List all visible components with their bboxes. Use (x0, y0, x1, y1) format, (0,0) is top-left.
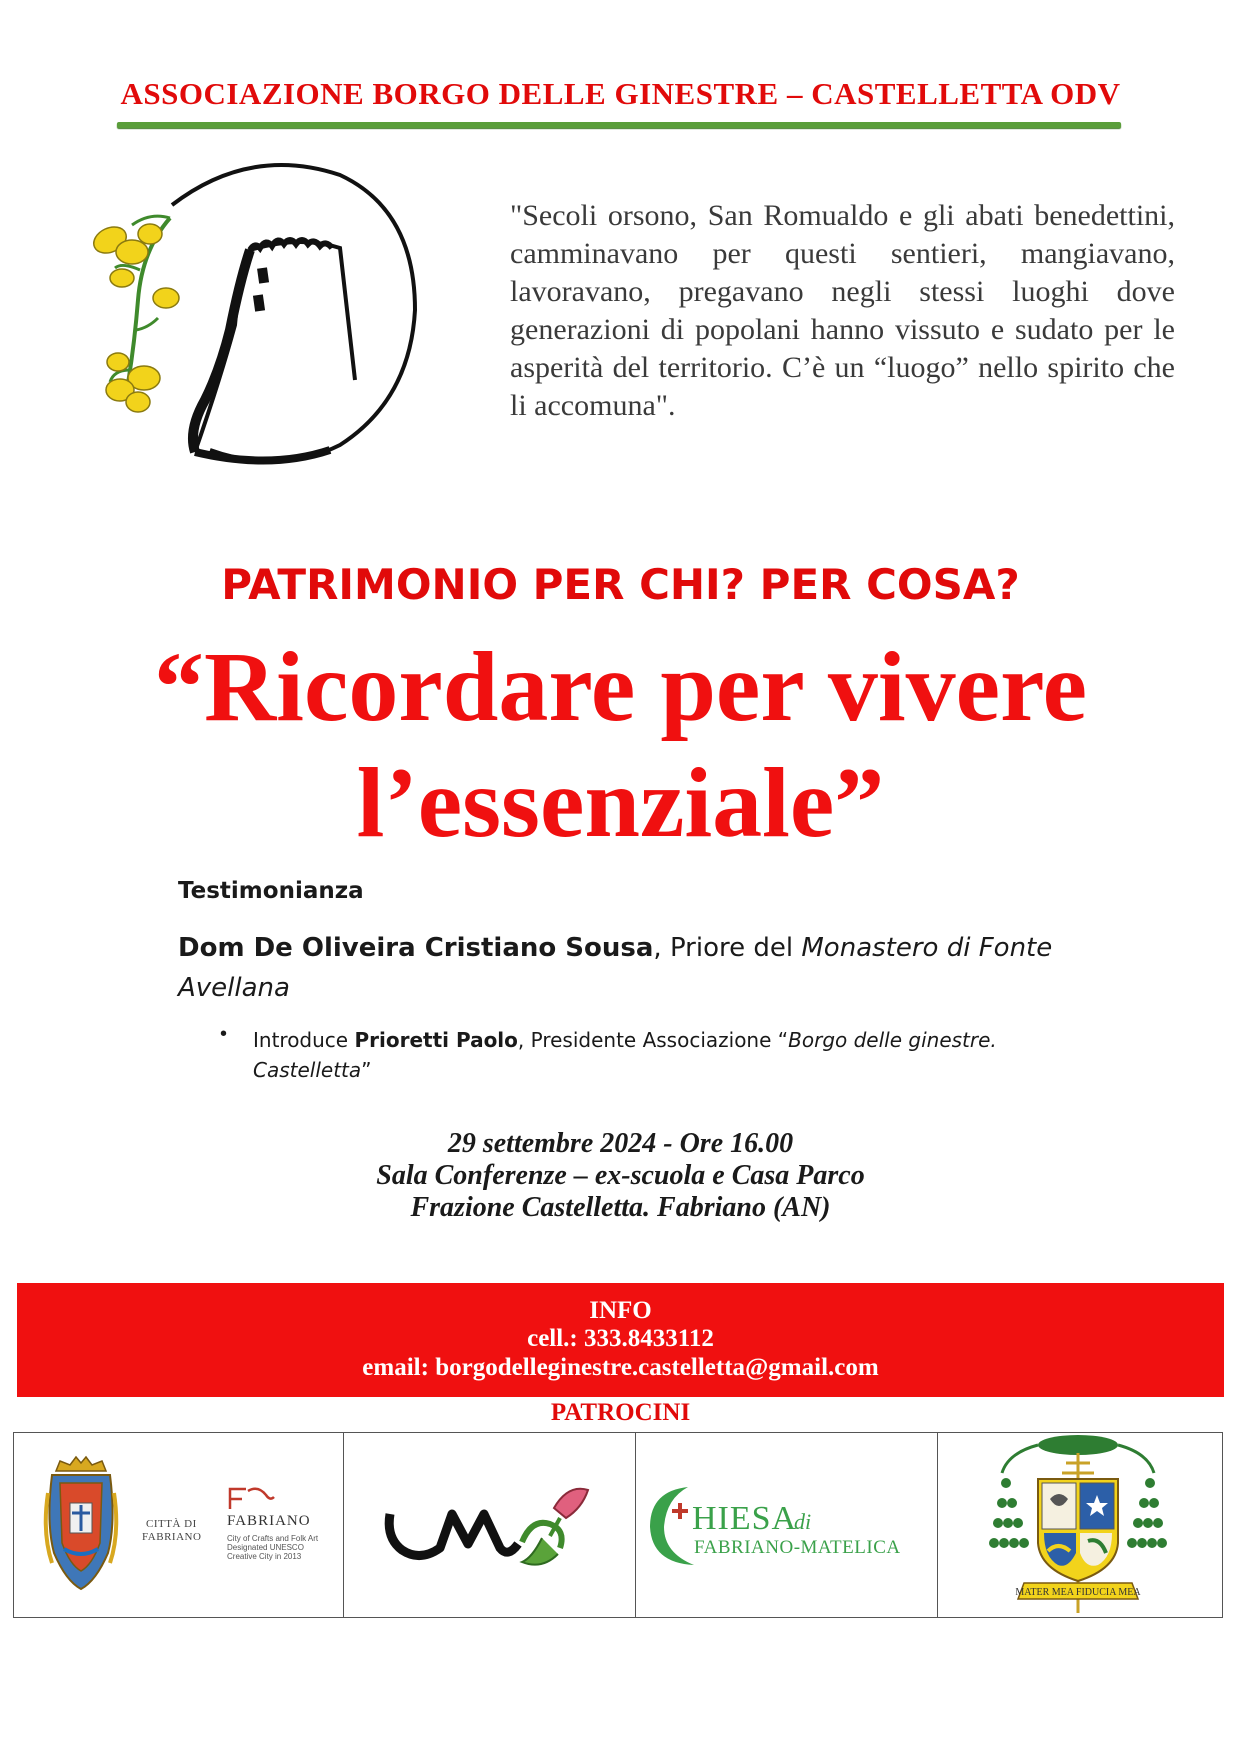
bishop-coat-of-arms-icon (988, 1433, 1168, 1617)
intro-role: , Presidente Associazione “ (517, 1028, 789, 1052)
info-box (17, 1283, 1224, 1397)
fabriano-brand: FABRIANO (227, 1513, 311, 1529)
email-label: email: (362, 1354, 436, 1381)
intro-name: Prioretti Paolo (354, 1028, 518, 1052)
email-address[interactable]: borgodelleginestre.castelletta@gmail.com (435, 1354, 879, 1381)
org-title: ASSOCIAZIONE BORGO DELLE GINESTRE – CASTELLETTA ODV (120, 76, 1121, 111)
event-subtitle: PATRIMONIO PER CHI? PER COSA? (221, 560, 1020, 609)
chiesa-c-icon (650, 1487, 694, 1565)
association-logo (70, 150, 465, 520)
citta-di-line1: CITTÀ DI (146, 1518, 197, 1530)
event-title-line2: l’essenziale” (356, 747, 885, 858)
speaker-name: Dom De Oliveira Cristiano Sousa (178, 933, 654, 963)
fabriano-coat-of-arms-icon (42, 1453, 120, 1593)
event-town: Frazione Castelletta. Fabriano (AN) (410, 1192, 831, 1223)
citta-di-line2: FABRIANO (142, 1531, 202, 1543)
cell-number: 333.8433112 (584, 1325, 714, 1352)
castle-tower-icon (172, 165, 415, 461)
intro-association: Borgo delle ginestre. Castelletta (253, 1028, 997, 1082)
historical-quote: "Secoli orsono, San Romualdo e gli abati benedettini, camminavano per questi sentieri, mangiavano, lavoravano, pregavano negli stessi luoghi dove generazioni di popolani hanno vissuto e sudato per le asperità del territorio. C’è un “luogo” nello spirito che li accomuna". (510, 199, 1175, 422)
sponsor-fabriano (14, 1433, 344, 1617)
speaker-monastery: Monastero di Fonte Avellana (178, 933, 1053, 1003)
broom-flower-icon (90, 216, 179, 412)
intro-close: ” (361, 1058, 372, 1082)
intro-line (253, 1025, 1063, 1085)
sponsors-title: PATROCINI (550, 1399, 691, 1426)
fabriano-tag1: City of Crafts and Folk Art (227, 1534, 319, 1543)
info-email (17, 1354, 1224, 1382)
event-title-line1: “Ricordare per vivere (153, 631, 1088, 742)
info-cell (17, 1325, 1224, 1353)
chiesa-diocese-text: FABRIANO-MATELICA (694, 1537, 901, 1558)
header-divider (117, 122, 1121, 128)
chiesa-cross-icon (672, 1503, 688, 1519)
chiesa-main-text: HIESA (692, 1500, 798, 1537)
fabriano-unesco-logo-icon (226, 1485, 276, 1511)
cell-label: cell.: (527, 1325, 585, 1352)
fabriano-tag2: Designated UNESCO (227, 1543, 304, 1552)
fabriano-tag3: Creative City in 2013 (227, 1552, 302, 1561)
chiesa-logo (644, 1481, 934, 1571)
unione-montana-logo-icon (382, 1478, 602, 1578)
sponsor-chiesa (636, 1433, 938, 1617)
bullet-icon: • (220, 1023, 228, 1045)
speaker-line (178, 928, 1078, 1008)
sponsor-bishop (938, 1433, 1222, 1617)
intro-prefix: Introduce (253, 1028, 355, 1052)
info-title: INFO (589, 1297, 652, 1324)
event-date-time: 29 settembre 2024 - Ore 16.00 (447, 1128, 794, 1159)
event-place: Sala Conferenze – ex-scuola e Casa Parco (376, 1160, 865, 1191)
sponsors-table (13, 1432, 1223, 1618)
chiesa-di-text: di (794, 1509, 812, 1534)
bishop-motto: MATER MEA FIDUCIA MEA (1015, 1587, 1141, 1598)
sponsor-unione-montana (344, 1433, 636, 1617)
speaker-role: , Priore del (653, 933, 802, 963)
testimony-label: Testimonianza (178, 878, 364, 904)
